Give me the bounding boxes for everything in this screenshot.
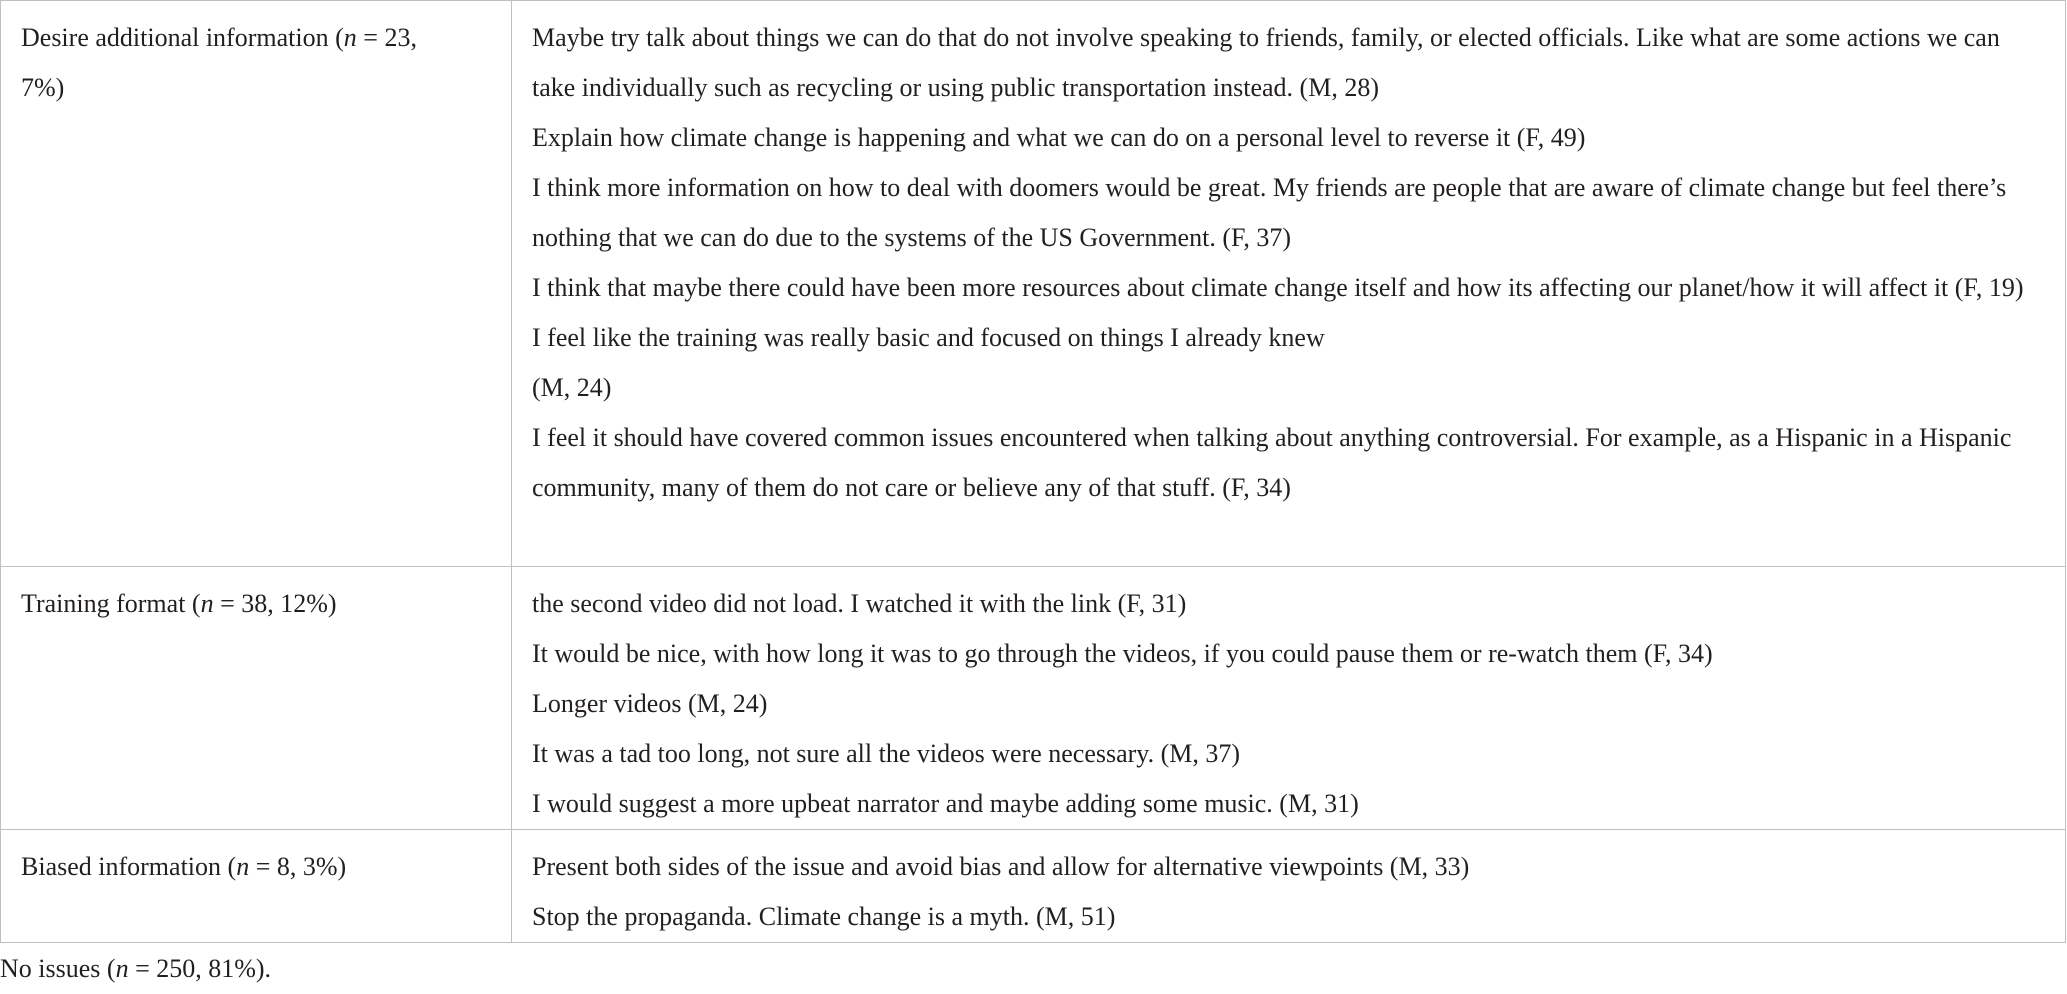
- theme-label: Biased information: [21, 852, 222, 881]
- equals-sign: =: [356, 23, 385, 52]
- table-row: [1, 830, 2066, 943]
- quote: I think more information on how to deal with doomers would be great. My friends are people that are aware of climate change but feel there’s nothing that we can do due to the systems of the US Government. (F, 37): [532, 173, 2007, 252]
- quote: I feel it should have covered common issues encountered when talking about anything controversial. For example, as a Hispanic in a Hispanic community, many of them do not care or believe any of that stuff. (F, 34): [532, 423, 2012, 502]
- open-paren: (: [221, 852, 237, 881]
- pct-separator: ,: [410, 23, 417, 52]
- quote: Stop the propaganda. Climate change is a myth. (M, 51): [532, 902, 1116, 931]
- quotes-cell-desire-additional-information: [512, 1, 2066, 567]
- open-paren: (: [328, 23, 344, 52]
- n-symbol: n: [343, 23, 357, 52]
- table-footnote: [0, 944, 271, 994]
- quotes-cell-training-format: [512, 567, 2066, 830]
- quotes-cell-biased-information: [512, 830, 2066, 943]
- equals-sign: =: [213, 589, 242, 618]
- pct-value: , 3%): [289, 852, 347, 881]
- theme-label: Training format: [21, 589, 186, 618]
- quote: Maybe try talk about things we can do that do not involve speaking to friends, family, or elected officials. Like what are some actions we can take individually such as recycling or using public transportation instead. (M, 28): [532, 23, 2000, 102]
- n-value: 38: [241, 589, 268, 618]
- quote: Longer videos (M, 24): [532, 689, 768, 718]
- theme-label: Desire additional information: [21, 23, 329, 52]
- quote: It would be nice, with how long it was to go through the videos, if you could pause them or re-watch them (F, 34): [532, 639, 1713, 668]
- quote: the second video did not load. I watched it with the link (F, 31): [532, 589, 1187, 618]
- equals-sign: =: [249, 852, 277, 881]
- quote: Explain how climate change is happening and what we can do on a personal level to reverse it (F, 49): [532, 123, 1586, 152]
- footnote-prefix: No issues (: [0, 954, 116, 983]
- table-row: [1, 1, 2066, 567]
- open-paren: (: [185, 589, 201, 618]
- theme-cell-biased-information: [1, 830, 512, 943]
- theme-cell-training-format: [1, 567, 512, 830]
- quote: Present both sides of the issue and avoid bias and allow for alternative viewpoints (M, 33): [532, 852, 1470, 881]
- table-row: [1, 567, 2066, 830]
- quote: I would suggest a more upbeat narrator and maybe adding some music. (M, 31): [532, 789, 1359, 818]
- quote: (M, 24): [532, 373, 612, 402]
- n-value: 8: [276, 852, 290, 881]
- n-symbol: n: [236, 852, 250, 881]
- pct-value: 7%): [21, 73, 65, 102]
- quote: I think that maybe there could have been more resources about climate change itself and how its affecting our planet/how it will affect it (F, 19): [532, 273, 2024, 302]
- quote: It was a tad too long, not sure all the videos were necessary. (M, 37): [532, 739, 1241, 768]
- footnote-rest: = 250, 81%).: [128, 954, 272, 983]
- theme-cell-desire-additional-information: [1, 1, 512, 567]
- quote: I feel like the training was really basic and focused on things I already knew: [532, 323, 1325, 352]
- n-value: 23: [384, 23, 411, 52]
- n-symbol: n: [200, 589, 214, 618]
- pct-value: , 12%): [267, 589, 337, 618]
- footnote-n-symbol: n: [115, 954, 129, 983]
